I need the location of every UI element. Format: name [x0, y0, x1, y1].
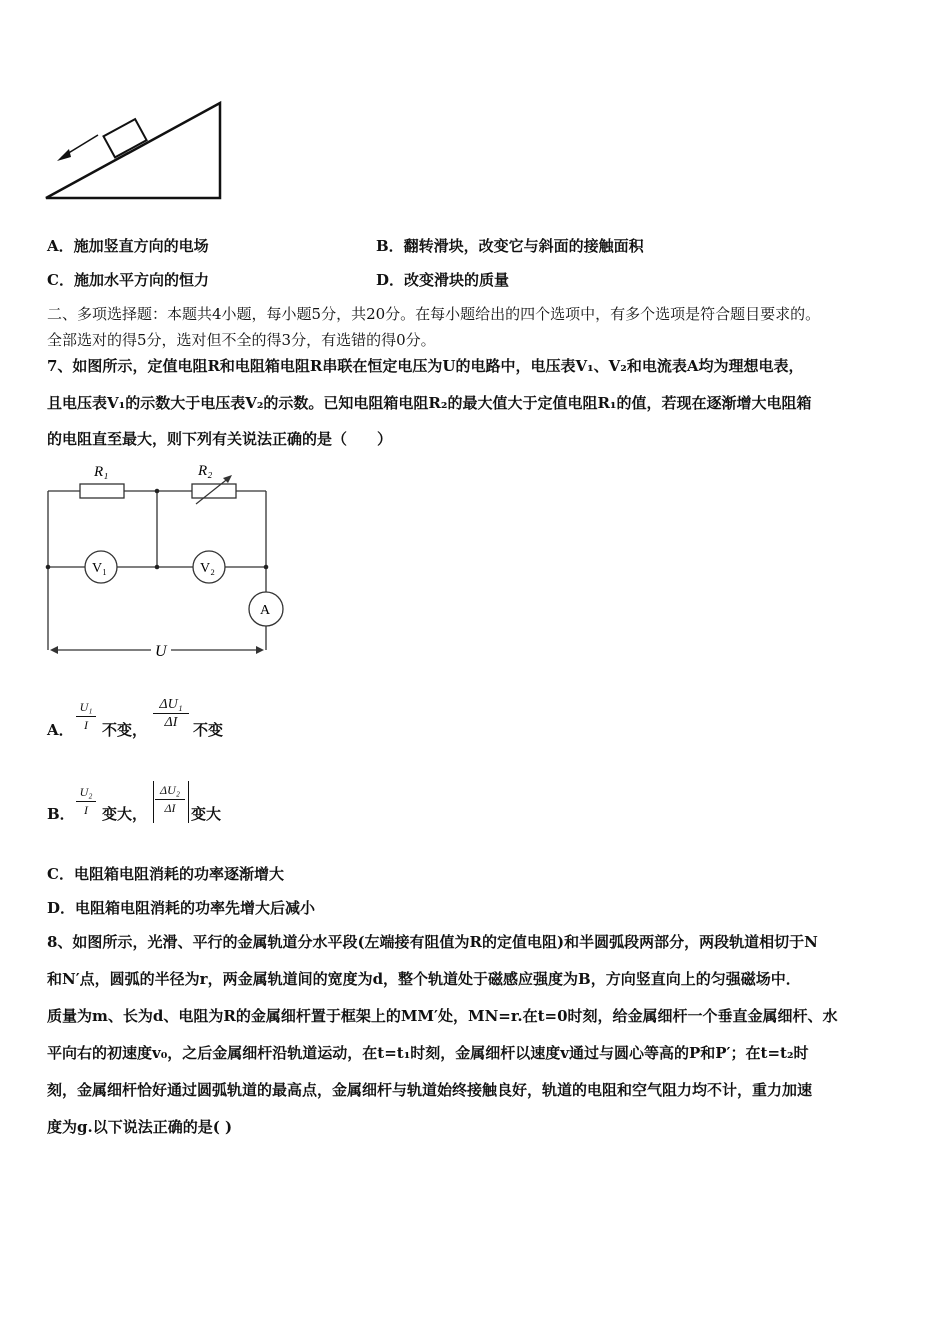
q8-stem-line3: 质量为m、长为d、电阻为R的金属细杆置于框架上的MM′处，MN=r.在t=0时刻，给金属细杆一个垂直金属细杆、水: [47, 1007, 838, 1025]
q7-a-fraction1: U₁ I: [76, 700, 96, 733]
q6-option-c[interactable]: C．施加水平方向的恒力: [47, 271, 209, 289]
q7-stem-line3: 的电阻直至最大，则下列有关说法正确的是（ ）: [47, 430, 393, 448]
v1-label: V₁: [92, 561, 107, 576]
ammeter-label: A: [260, 603, 271, 618]
q7-stem-line1: 7、如图所示，定值电阻R和电阻箱电阻R串联在恒定电压为U的电路中，电压表V₁、V₂和电流表A均为理想电表，: [47, 357, 804, 375]
r2-label: R₂: [198, 463, 213, 479]
q6-option-d[interactable]: D．改变滑块的质量: [376, 271, 510, 289]
q7-option-b-prefix: B．: [47, 805, 75, 823]
q7-b-fraction2: ΔU₂ ΔI: [155, 783, 185, 816]
q7-option-b[interactable]: [47, 804, 75, 824]
q7-b-mid: 变大，: [102, 805, 148, 823]
arrow-head: [57, 149, 71, 161]
q6-option-b[interactable]: B．翻转滑块，改变它与斜面的接触面积: [376, 237, 644, 255]
q7-stem-line2: 且电压表V₁的示数大于电压表V₂的示数。已知电阻箱电阻R₂的最大值大于定值电阻R₁的值，若现在逐渐增大电阻箱: [47, 394, 812, 412]
section2-line2: 全部选对的得5分，选对但不全的得3分，有选错的得0分。: [47, 331, 436, 349]
q7-option-d[interactable]: D．电阻箱电阻消耗的功率先增大后减小: [47, 899, 316, 917]
incline-diagram: [40, 95, 230, 207]
section2-line1: 二、多项选择题：本题共4小题，每小题5分，共20分。在每小题给出的四个选项中，有多个选项是符合题目要求的。: [47, 305, 821, 323]
q8-stem-line1: 8、如图所示，光滑、平行的金属轨道分水平段(左端接有阻值为R的定值电阻)和半圆弧段两部分，两段轨道相切于N: [47, 933, 818, 951]
v2-label: V₂: [200, 561, 215, 576]
q8-stem-line6: 度为g.以下说法正确的是( ): [47, 1118, 233, 1136]
u-label: U: [155, 643, 167, 660]
slider-block: [103, 119, 146, 157]
q7-option-a-prefix: A．: [47, 721, 74, 739]
q7-b-suffix: 变大: [191, 805, 222, 823]
q7-option-c[interactable]: C．电阻箱电阻消耗的功率逐渐增大: [47, 865, 284, 883]
q8-stem-line2: 和N′点，圆弧的半径为r，两金属轨道间的宽度为d，整个轨道处于磁感应强度为B，方向竖直向上的匀强磁场中．: [47, 970, 801, 988]
q6-option-a[interactable]: A．施加竖直方向的电场: [47, 237, 209, 255]
q7-b-fraction1: U₂ I: [76, 785, 96, 818]
q7-a-fraction2: ΔU₁ ΔI: [153, 697, 189, 730]
r1-resistor: [80, 484, 124, 498]
q7-a-mid: 不变，: [102, 721, 148, 739]
circuit-diagram: [40, 460, 300, 665]
q7-a-suffix: 不变: [193, 721, 224, 739]
r1-label: R₁: [94, 464, 109, 480]
r2-resistor-box: [192, 484, 236, 498]
q8-stem-line4: 平向右的初速度v₀，之后金属细杆沿轨道运动，在t=t₁时刻，金属细杆以速度v通过与圆心等高的P和P′；在t=t₂时: [47, 1044, 809, 1062]
q7-option-a[interactable]: [47, 720, 74, 740]
q8-stem-line5: 刻，金属细杆恰好通过圆弧轨道的最高点，金属细杆与轨道始终接触良好，轨道的电阻和空气阻力均不计，重力加速: [47, 1081, 813, 1099]
